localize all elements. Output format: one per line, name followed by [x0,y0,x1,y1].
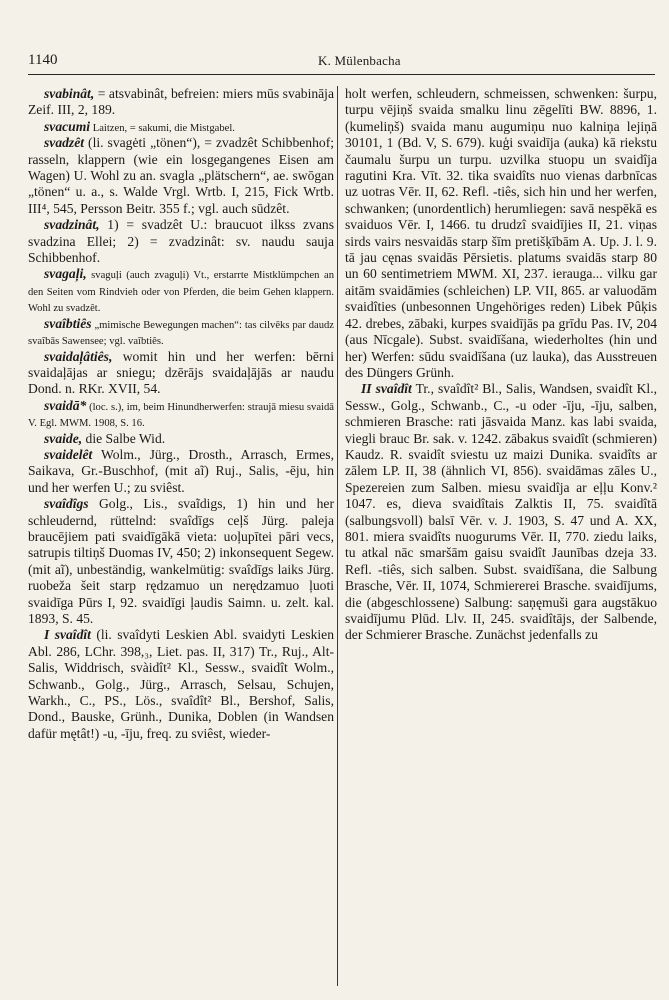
running-title: K. Mülenbacha [318,53,401,68]
entry-svaidelet: svaidelêt Wolm., Jürg., Drosth., Arrasch, Ermes, Saikava, Gr.-Buschhof, (mit aĩ) Ruj., Salis, -ēju, hin und her werfen U.; zu sviêst. [28,446,334,495]
entry-svabinat: svabinât, = atsvabinât, befreien: miers mūs svabināja Zeif. III, 2, 189. [28,86,334,118]
left-column [28,86,334,742]
entry-svaidigs: svaîdîgs Golg., Lis., svaĩdigs, 1) hin und her schleudernd, rüttelnd: svaîdīgs ceļš Jürg. paleja braucējiem pati svaidīgākā vieta: uoļupītei pāri vecs, satrupis tiltiņš Duomas IV, 450; 2) inkonsequent Segew. (mit aĩ), unbeständig, wankelmütig: svaîdīgs laiks Jürg. ruobeža šeit starp rędzamuo un nerędzamuo ļuoti svaidīga Pūrs I, 92. svaidīgi ļaudis Saimn. u. zelt. kal. 1893, S. 45. [28,496,334,626]
entry-svacumi: svacumi Laitzen, = sakumi, die Mistgabel. [44,118,235,134]
entry-svaidalaties: svaidaļâtiês, womit hin und her werfen: bērni svaidaļājas ar sniegu; dzērājs svaidaļājās ar naudu Dond. n. RKr. XVII, 54. [28,348,334,397]
page-number: 1140 [28,52,58,68]
entry-svaibties: svaîbtiês „mimische Bewegungen machen“: tas cilvēks par daudz svaîbās Sawensee; vgl. vaîbtiês. [28,315,334,348]
entry-i-svaidit: I svaîdît (li. svaîdyti Leskien Abl. svaidyti Leskien Abl. 286, LChr. 398,₃, Liet. pas. II, 317) Tr., Ruj., Alt-Salis, Widdrisch, svàidît² Kl., Sessw., svaidît Wolm., Schwanb., Golg., Jürg., Arrasch, Selsau, Schujen, Warkh., C., PS., Lös., svaîdît² Bl., Bershof, Salis, Dond., Bauske, Grünh., Dunika, Doblen (in Wandsen dafür mętât!) -u, -īju, freq. zu sviêst, wieder- [28,627,334,741]
page-header [28,52,655,74]
entry-svagali: svagaļi, svaguļi (auch zvaguļi) Vt., erstarrte Mistklümpchen an den Seiten vom Rindvieh oder von Pferden, die beim Gehen klappern. Wohl zu svadzêt. [28,266,334,315]
entry-continuation: holt werfen, schleudern, schmeissen, schwenken: šurpu, turpu vējiņš svaida smalku linu zēgelīti BW. 8896, 1. (kumeliņš) svaida manu augumiņu nuo kalniņa lejiņā 30101, 1 (Bd. V, S. 679). kuģi svaidīja (auka) kā riekstu čaumalu šurpu un turpu. uzvilka stuopu un svaidîja ragutini Kra. Vīt. 32. tika svaidîts nuo vienas darbnīcas uz uotras Vēr. II, 62. Refl. -tiês, sich hin und her werfen, schwanken; (unordentlich) herumliegen: savā nespēkā es svaiduos Vēr. I, 1466. tu drudzî svaidījies II, 21. viņas sirds vairs nesvaidās starp šīm pretišķībām A. Up. J. l. 9. tā jau cęnas svaidās Pērsietis. platums svaidās starp 80 un 60 sentimetriem MWM. XI, 237. ierauga... vilku gar aitām svaidāmies (schleichen) LP. VII, 865. ar valuodām svaidîties (unbesonnen Ungehöriges reden) Libek Pûķis 42. drebes, zābaki, kurpes svaidījās pa grīdu Pas. IV, 204 (aus Nīcgale). Subst. svaidīšana, wiederholtes (hin und her) Werfen: sūdu svaidīšana (uz lauka), das Ausstreuen des Düngers Grünh. [345,86,657,380]
entry-svadzinat: svadzinât, 1) = svadzêt U.: braucuot ilkss zvans svadzina Ellei; 2) = zvadzinât: sv. naudu sauja Schibbenhof. [28,217,334,266]
entry-svaide: svaide, die Salbe Wid. [44,430,166,446]
column-divider [337,86,338,986]
entry-ii-svaidit: II svaîdît Tr., svaîdît² Bl., Salis, Wandsen, svaidît Kl., Sessw., Golg., Schwanb., C., -u oder -īju, -īju, salben, schmieren Brasche: rati jāsvaida Manz. kas labi svaida, viegli brauc Br. sak. v. 1242. zābakus svaidît (schmieren) Kaudz. R. svaidît sviestu uz maizi Dunika. svaidîts ar zālem LP. II, 38 (ähnlich VI, 856). svaidāmas zāles U., Spezereien zum Salben. miesu svaidîja ar eļļu Konv.² 1047. es, dieva svaidîtais Zalktis II, 75. svaidîtā (salbungsvoll) balsī Vēr. v. J. 1903, S. 47 und A. XX, 801. miera svaidîts nuogurums Vēr. II, 770. ziedu laiks, tu atkal nāc smaršām gaisu svaidît Jaunības dzeja 33. Refl. -tiês, sich salben. Subst. svaidīšana, die Salbung Brasche, Vēr. II, 1074, Schmiererei Brasche. svaidījums, die (abgeschlossene) Salbung: saņęmuši gara augstākuo svaidījumu Plūd. Llv. II, 245. svaidîtājs, der Salbende, der Schmierer Brasche. Zunächst jedenfalls zu [345,381,657,643]
right-column [345,86,657,644]
header-rule [28,74,655,75]
entry-svaida: svaidā* (loc. s.), im, beim Hinundherwerfen: straujā miesu svaidā V. Egl. MWM. 1908, S. 16. [28,397,334,430]
entry-svadzet: svadzêt (li. svagėti „tönen“), = zvadzêt Schibbenhof; rasseln, klappern (wie ein losgegangenes Eisen am Wagen) U. Wohl zu an. svagla „plätschern“, ae. swōgan „tönen“ u. a., s. Walde Vrgl. Wrtb. I, 215, Fick Wrtb. III⁴, 545, Persson Beitr. 355 f.; vgl. auch sūdzêt. [28,135,334,216]
